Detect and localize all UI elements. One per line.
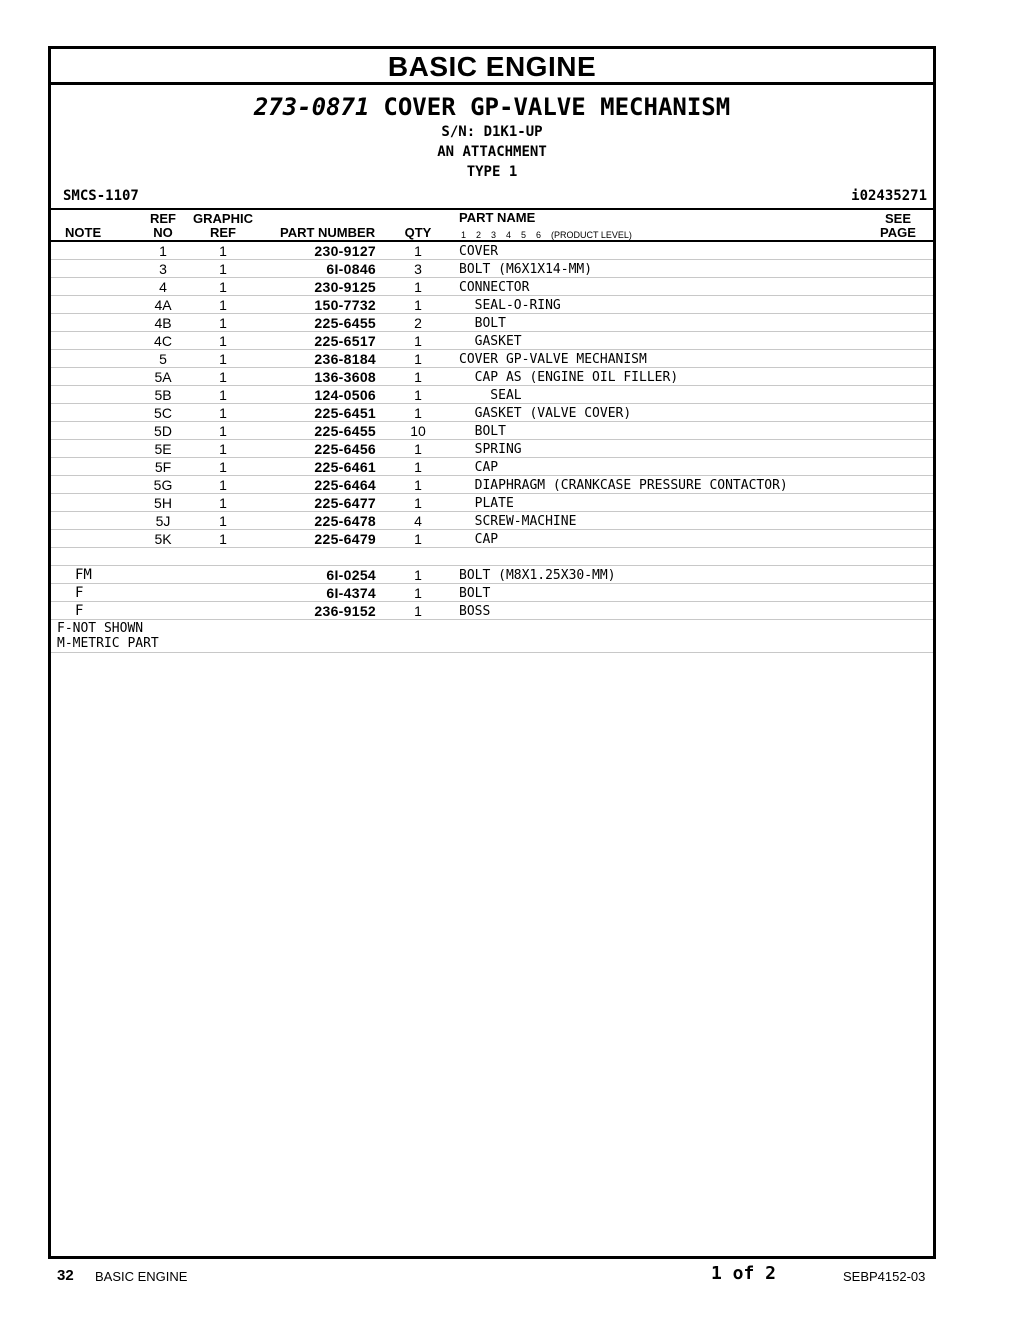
ref-no-cell: 5G [153,477,173,493]
graphic-ref-cell: 1 [219,351,227,367]
table-row [51,548,933,566]
page-footer [0,1262,1020,1292]
part-number-cell: 225-6455 [314,315,376,331]
parts-list [51,242,933,620]
part-number-cell: 225-6455 [314,423,376,439]
part-number-cell: 225-6477 [314,495,376,511]
part-name-cell: CAP [459,460,499,475]
ref-no-cell: 4C [154,333,172,349]
table-row [51,242,933,260]
smcs-code: SMCS-1107 [63,188,139,204]
part-name-cell: BOLT (M6X1X14-MM) [459,262,593,277]
part-name-cell: BOLT (M8X1.25X30-MM) [459,568,616,583]
qty-cell: 1 [414,585,422,601]
part-number-cell: 6I-0254 [326,567,376,583]
table-row [51,368,933,386]
part-name-cell: CONNECTOR [459,280,530,295]
part-number-cell: 225-6451 [314,405,376,421]
note-cell: F [75,585,84,601]
table-row [51,440,933,458]
graphic-ref-cell: 1 [219,441,227,457]
ref-no-cell: 5 [159,351,167,367]
table-row [51,422,933,440]
header-see-bottom: PAGE [880,225,916,240]
header-ref-top: REF [150,211,176,226]
part-number-cell: 225-6478 [314,513,376,529]
part-number-cell: 6I-4374 [326,585,376,601]
graphic-ref-cell: 1 [219,495,227,511]
part-number-cell: 6I-0846 [326,261,376,277]
part-name-cell: BOLT [459,316,506,331]
graphic-ref-cell: 1 [219,423,227,439]
part-number-cell: 230-9127 [314,243,376,259]
ref-no-cell: 4 [159,279,167,295]
header-part-number: PART NUMBER [280,225,376,240]
table-row [51,602,933,620]
header-note: NOTE [65,225,102,240]
attachment-label: AN ATTACHMENT [437,144,547,160]
part-number-cell: 236-8184 [314,351,376,367]
note-line: M-METRIC PART [57,636,159,651]
part-name-cell: SCREW-MACHINE [459,514,577,529]
header-product-levels: 1 2 3 4 5 6 (PRODUCT LEVEL) [461,230,632,240]
part-number-cell: 150-7732 [314,297,376,313]
qty-cell: 1 [414,441,422,457]
table-row [51,530,933,548]
part-name-cell: BOLT [459,586,491,601]
header-ref-bottom: NO [153,225,173,240]
header-qty: QTY [404,225,432,240]
part-number-cell: 225-6456 [314,441,376,457]
type-label: TYPE 1 [466,164,518,180]
ref-no-cell: 4B [154,315,172,331]
parts-page-frame [48,46,936,1259]
serial-number: S/N: D1K1-UP [441,124,543,140]
table-row [51,566,933,584]
footer-doc-id: SEBP4152-03 [843,1269,926,1284]
qty-cell: 10 [410,423,426,439]
qty-cell: 1 [414,297,422,313]
part-number-cell: 236-9152 [314,603,376,619]
table-row [51,278,933,296]
qty-cell: 1 [414,333,422,349]
ref-no-cell: 5A [154,369,172,385]
ref-no-cell: 5D [154,423,172,439]
part-name-cell: CAP AS (ENGINE OIL FILLER) [459,370,679,385]
header-graphic-bottom: REF [210,225,236,240]
table-header [51,208,933,242]
qty-cell: 2 [414,315,422,331]
graphic-ref-cell: 1 [219,333,227,349]
footer-section: BASIC ENGINE [95,1269,188,1284]
ref-no-cell: 5K [154,531,172,547]
group-name: COVER GP-VALVE MECHANISM [383,93,731,121]
group-title [51,92,933,122]
qty-cell: 1 [414,243,422,259]
graphic-ref-cell: 1 [219,315,227,331]
qty-cell: 1 [414,405,422,421]
part-number-cell: 124-0506 [314,387,376,403]
footer-page-number: 32 [57,1267,74,1284]
ref-no-cell: 5B [154,387,172,403]
graphic-ref-cell: 1 [219,261,227,277]
graphic-ref-cell: 1 [219,387,227,403]
part-name-cell: BOSS [459,604,491,619]
graphic-ref-cell: 1 [219,369,227,385]
table-row [51,350,933,368]
note-line: F-NOT SHOWN [57,621,144,636]
part-number-cell: 136-3608 [314,369,376,385]
table-row [51,260,933,278]
footer-page-of: 1 of 2 [711,1263,777,1284]
graphic-ref-cell: 1 [219,297,227,313]
part-name-cell: PLATE [459,496,514,511]
section-title: BASIC ENGINE [51,49,933,85]
qty-cell: 1 [414,351,422,367]
qty-cell: 3 [414,261,422,277]
note-cell: F [75,603,84,619]
part-name-cell: SEAL-O-RING [459,298,561,313]
qty-cell: 4 [414,513,422,529]
header-see-top: SEE [884,211,911,226]
note-cell: FM [75,567,92,583]
ref-no-cell: 5E [154,441,172,457]
table-row [51,296,933,314]
ref-no-cell: 5J [155,513,171,529]
table-row [51,458,933,476]
graphic-ref-cell: 1 [219,243,227,259]
qty-cell: 1 [414,495,422,511]
qty-cell: 1 [414,369,422,385]
part-name-cell: BOLT [459,424,506,439]
table-row [51,476,933,494]
qty-cell: 1 [414,603,422,619]
graphic-ref-cell: 1 [219,513,227,529]
qty-cell: 1 [414,531,422,547]
graphic-ref-cell: 1 [219,477,227,493]
part-name-cell: DIAPHRAGM (CRANKCASE PRESSURE CONTACTOR) [459,478,788,493]
table-row [51,512,933,530]
part-name-cell: SPRING [459,442,522,457]
ref-no-cell: 3 [159,261,167,277]
ref-no-cell: 5H [154,495,172,511]
table-row [51,584,933,602]
graphic-ref-cell: 1 [219,405,227,421]
part-number-cell: 225-6517 [314,333,376,349]
group-part-number: 273-0871 [253,93,370,121]
ref-no-cell: 1 [159,243,167,259]
qty-cell: 1 [414,279,422,295]
part-number-cell: 225-6464 [314,477,376,493]
illustration-id: i02435271 [851,188,927,204]
part-number-cell: 225-6479 [314,531,376,547]
part-name-cell: GASKET [459,334,522,349]
table-row [51,386,933,404]
part-name-cell: SEAL [459,388,522,403]
ref-no-cell: 5C [154,405,172,421]
graphic-ref-cell: 1 [219,279,227,295]
graphic-ref-cell: 1 [219,459,227,475]
table-row [51,404,933,422]
group-header [51,85,933,182]
part-number-cell: 230-9125 [314,279,376,295]
qty-cell: 1 [414,477,422,493]
graphic-ref-cell: 1 [219,531,227,547]
ref-no-cell: 5F [154,459,172,475]
qty-cell: 1 [414,459,422,475]
part-name-cell: COVER [459,244,499,259]
part-name-cell: GASKET (VALVE COVER) [459,406,632,421]
smcs-row [51,184,933,208]
header-graphic-top: GRAPHIC [193,211,253,226]
notes-block [51,620,933,653]
part-name-cell: COVER GP-VALVE MECHANISM [459,352,647,367]
table-row [51,314,933,332]
header-part-name: PART NAME [459,210,536,225]
ref-no-cell: 4A [154,297,172,313]
part-name-cell: CAP [459,532,499,547]
qty-cell: 1 [414,567,422,583]
part-number-cell: 225-6461 [314,459,376,475]
table-row [51,494,933,512]
qty-cell: 1 [414,387,422,403]
table-row [51,332,933,350]
